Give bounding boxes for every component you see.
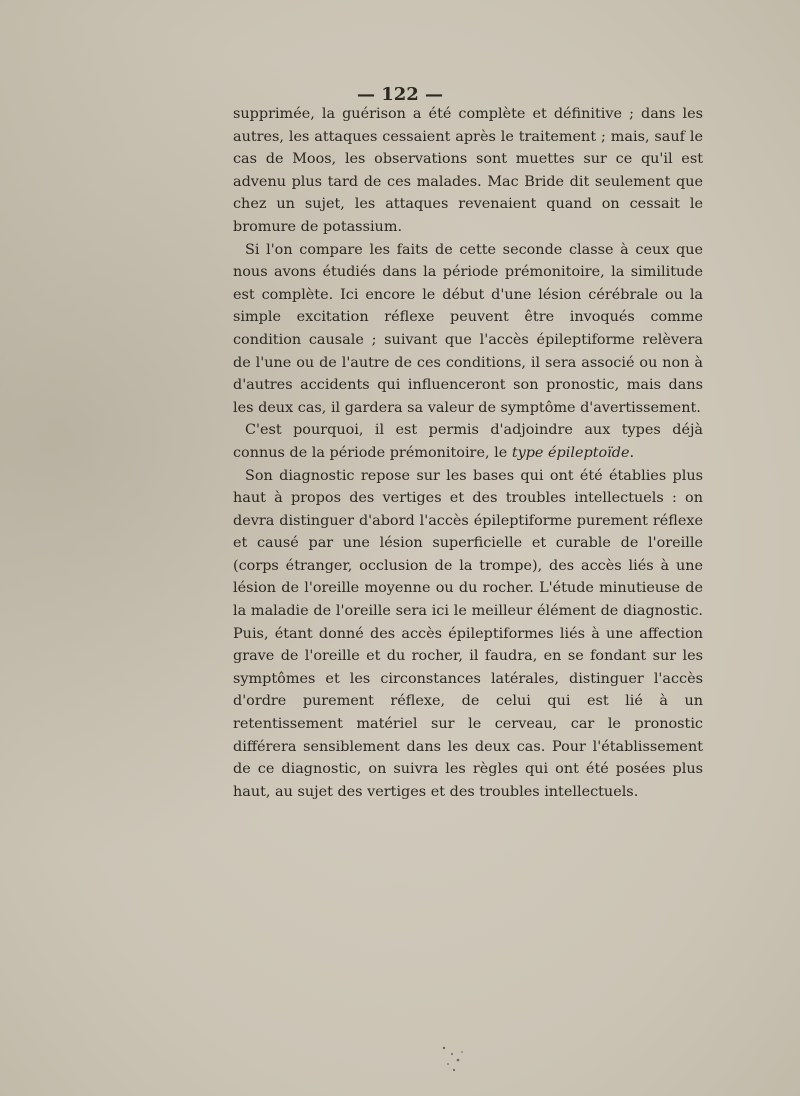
paragraph-4: Son diagnostic repose sur les bases qui ont été établies plus haut à propos des vertiges et des troubles intellectuels : on devra distinguer d'abord l'accès épileptiforme purement réflexe et causé par une lésion superficielle et curable de l'oreille (corps étranger, occlusion de la trompe), des accès liés à une lésion de l'oreille moyenne ou du rocher. L'étude minutieuse de la maladie de l'oreille sera ici le meilleur élément de diagnostic. Puis, étant donné des accès épileptiformes liés à une affection grave de l'oreille et du rocher, il faudra, en se fondant sur les symptômes et les circonstances latérales, distinguer l'accès d'ordre purement réflexe, de celui qui est lié à un retentissement matériel sur le cerveau, car le pronostic différera sensiblement dans les deux cas. Pour l'établissement de ce diagnostic, on suivra les règles qui ont été posées plus haut, au sujet des vertiges et des troubles intellectuels.	[233, 467, 703, 800]
paragraph-3-end: .	[629, 444, 635, 461]
paragraph-1: supprimée, la guérison a été complète et définitive ; dans les autres, les attaques cessaient après le traitement ; mais, sauf le cas de Moos, les observations sont muettes sur ce qu'il est advenu plus tard de ces malades. Mac Bride dit seulement que chez un sujet, les attaques revenaient quand on cessait le bromure de potassium.	[233, 106, 703, 235]
body-text	[233, 103, 703, 803]
type-epileptoide-term: type épileptoïde	[511, 444, 630, 461]
paper-speck-marks	[432, 1040, 472, 1080]
paragraph-2: Si l'on compare les faits de cette seconde classe à ceux que nous avons étudiés dans la période prémonitoire, la similitude est complète. Ici encore le début d'une lésion cérébrale ou la simple excitation réflexe peuvent être invoqués comme condition causale ; suivant que l'accès épileptiforme relèvera de l'une ou de l'autre de ces conditions, il sera associé ou non à d'autres accidents qui influenceront son pronostic, mais dans les deux cas, il gardera sa valeur de symptôme d'avertissement.	[233, 241, 703, 416]
paragraph-3	[233, 419, 703, 464]
paragraph-3-text: C'est pourquoi, il est permis d'adjoindre aux types déjà connus de la période prémonitoire, le	[233, 422, 703, 461]
page-number: — 122 —	[356, 84, 444, 105]
